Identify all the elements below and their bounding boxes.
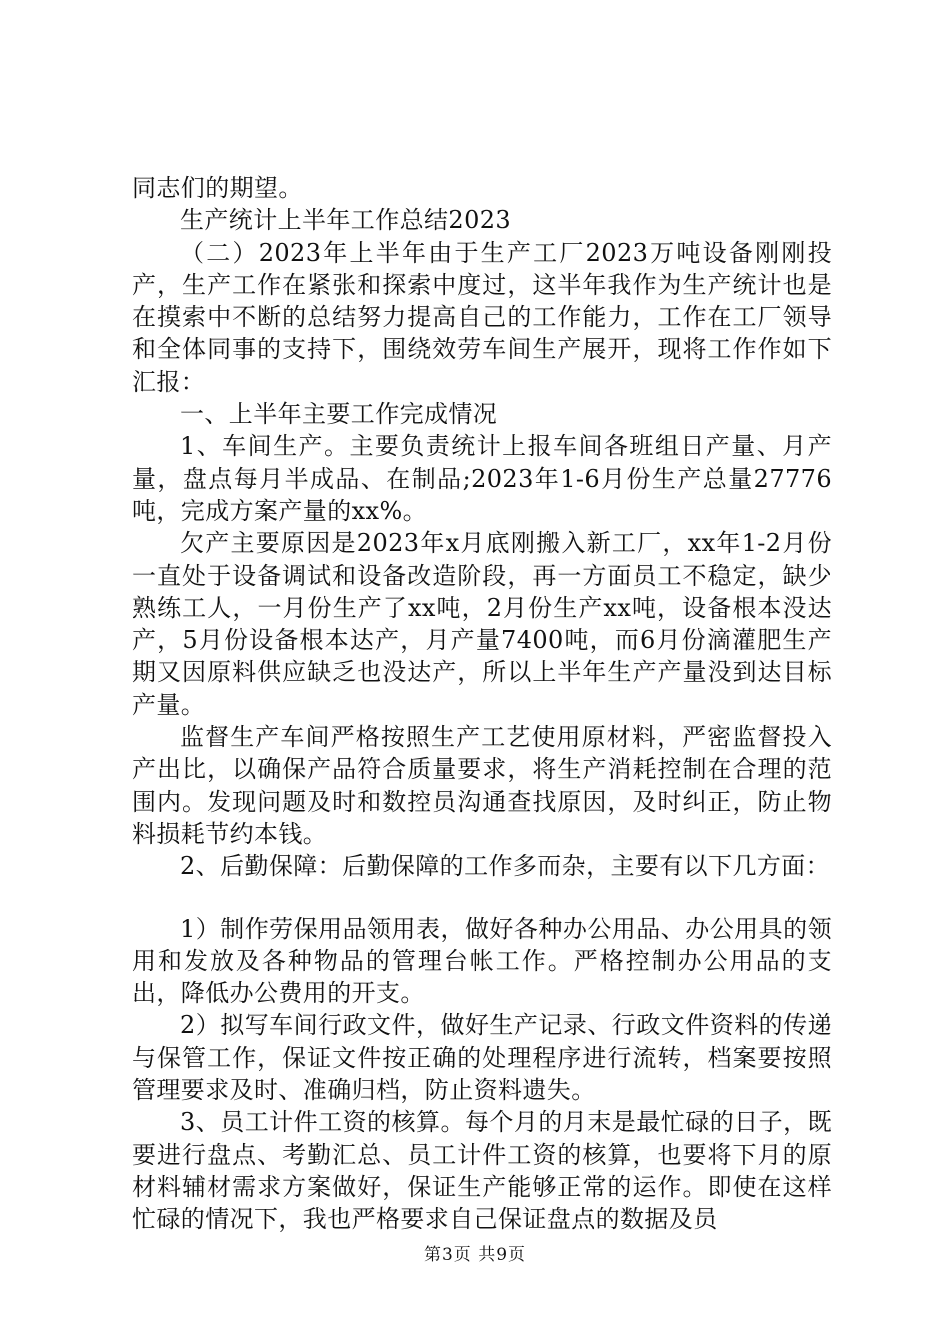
document-body <box>132 172 832 1236</box>
paragraph-workshop-production: 1、车间生产。主要负责统计上报车间各班组日产量、月产量，盘点每月半成品、在制品;2023年1-6月份生产总量27776吨，完成方案产量的xx%。 <box>132 432 832 525</box>
section-heading-1: 一、上半年主要工作完成情况 <box>180 400 498 429</box>
paragraph-logistics-item-2: 2）拟写车间行政文件，做好生产记录、行政文件资料的传递与保管工作，保证文件按正确的处理程序进行流转，档案要按照管理要求及时、准确归档，防止资料遗失。 <box>132 1011 832 1105</box>
paragraph-intro: （二）2023年上半年由于生产工厂2023万吨设备刚刚投产，生产工作在紧张和探索中度过，这半年我作为生产统计也是在摸索中不断的总结努力提高自己的工作能力，工作在工厂领导和全体同事的支持下，围绕效劳车间生产展开，现将工作作如下汇报： <box>132 238 832 396</box>
page-number-footer: 第3页 共9页 <box>423 1245 527 1265</box>
paragraph-wage-accounting: 3、员工计件工资的核算。每个月的月末是最忙碌的日子，既要进行盘点、考勤汇总、员工计件工资的核算，也要将下月的原材料辅材需求方案做好，保证生产能够正常的运作。即使在这样忙碌的情况下，我也严格要求自己保证盘点的数据及员 <box>132 1108 832 1234</box>
paragraph-logistics-heading: 2、后勤保障：后勤保障的工作多而杂，主要有以下几方面： <box>180 852 831 881</box>
section-title: 生产统计上半年工作总结2023 <box>180 206 512 235</box>
paragraph-supervision: 监督生产车间严格按照生产工艺使用原材料，严密监督投入产出比，以确保产品符合质量要求，将生产消耗控制在合理的范围内。发现问题及时和数控员沟通查找原因，及时纠正，防止物料损耗节约本钱。 <box>132 723 832 848</box>
paragraph-shortfall-reasons: 欠产主要原因是2023年x月底刚搬入新工厂，xx年1-2月份一直处于设备调试和设备改造阶段，再一方面员工不稳定，缺少熟练工人，一月份生产了xx吨，2月份生产xx吨，设备根本没达产，5月份设备根本达产，月产量7400吨，而6月份滴灌肥生产期又因原料供应缺乏也没达产，所以上半年生产产量没到达目标产量。 <box>132 529 832 719</box>
paragraph-logistics-item-1: 1）制作劳保用品领用表，做好各种办公用品、办公用具的领用和发放及各种物品的管理台帐工作。严格控制办公用品的支出，降低办公费用的开支。 <box>132 914 832 1008</box>
paragraph-continuation: 同志们的期望。 <box>132 174 303 202</box>
